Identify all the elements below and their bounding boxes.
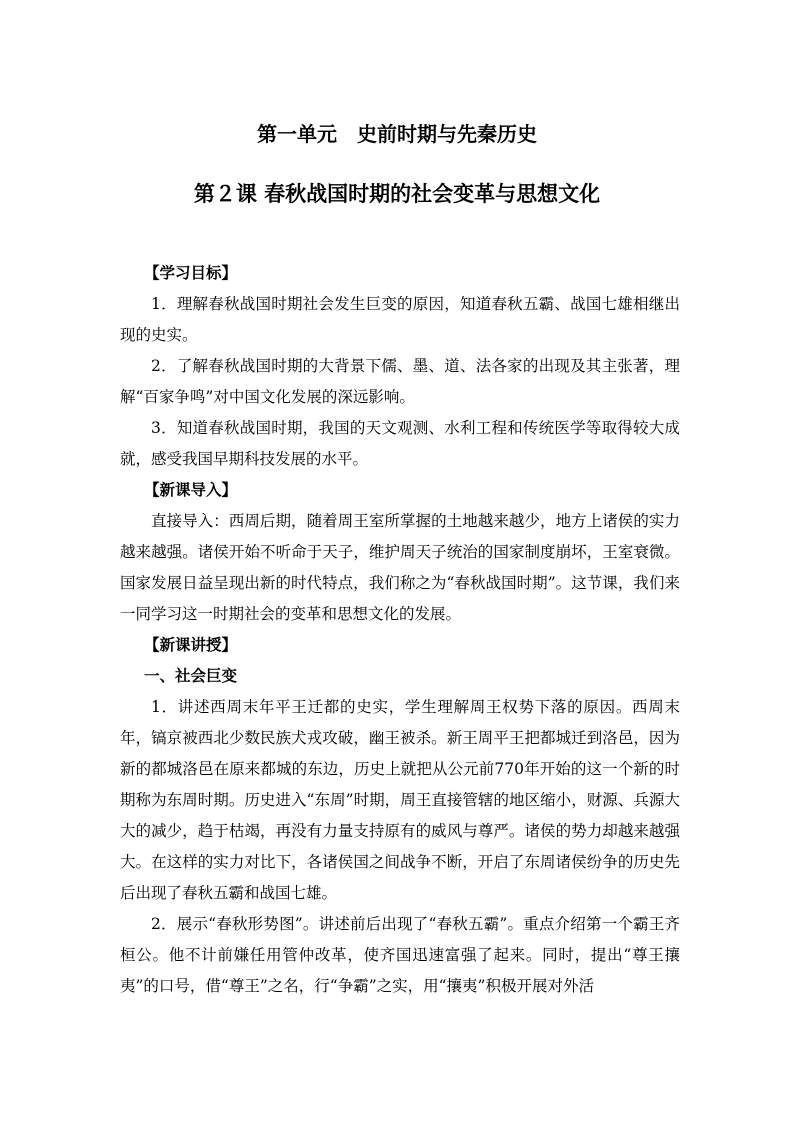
learning-goal-item: 2．了解春秋战国时期的大背景下儒、墨、道、法各家的出现及其主张著，理解“百家争鸣”对中国文化发展的深远影响。 xyxy=(120,357,680,406)
learning-goal-item: 3．知道春秋战国时期，我国的天文观测、水利工程和传统医学等取得较大成就，感受我国早期科技发展的水平。 xyxy=(120,419,680,468)
unit-title: 第一单元 史前时期与先秦历史 xyxy=(257,122,537,146)
learning-goals-heading: 【学习目标】 xyxy=(144,264,238,282)
lecture-paragraph: 1．讲述西周末年平王迁都的史实，学生理解周王权势下落的原因。西周末年，镐京被西北少数民族犬戎攻破，幽王被杀。新王周平王把都城迁到洛邑，因为新的都城洛邑在原来都城的东边，历史上就把从公元前770年开始的这一个新的时期称为东周时期。历史进入“东周”时期，周王直接管辖的地区缩小，财源、兵源大大的减少，趋于枯竭，再没有力量支持原有的威风与尊严。诸侯的势力却越来越强大。在这样的实力对比下，各诸侯国之间战争不断，开启了东周诸侯纷争的历史先后出现了春秋五霸和战国七雄。 xyxy=(120,698,680,902)
intro-paragraph: 直接导入：西周后期，随着周王室所掌握的土地越来越少，地方上诸侯的实力越来越强。诸侯开始不听命于天子，维护周天子统治的国家制度崩坏，王室衰微。国家发展日益呈现出新的时代特点，我们称之为“春秋战国时期”。这节课，我们来一同学习这一时期社会的变革和思想文化的发展。 xyxy=(120,512,680,623)
document-body xyxy=(120,258,680,1002)
lesson-title: 第２课 春秋战国时期的社会变革与思想文化 xyxy=(193,182,601,206)
lecture-paragraph: 2．展示“春秋形势图”。讲述前后出现了“春秋五霸”。重点介绍第一个霸王齐桓公。他不计前嫌任用管仲改革，使齐国迅速富强了起来。同时，提出“尊王攘夷”的口号，借“尊王”之名，行“争霸”之实，用“攘夷”积极开展对外活 xyxy=(120,915,680,995)
intro-heading: 【新课导入】 xyxy=(144,481,238,499)
lecture-heading: 【新课讲授】 xyxy=(144,636,238,654)
learning-goal-item: 1．理解春秋战国时期社会发生巨变的原因，知道春秋五霸、战国七雄相继出现的史实。 xyxy=(120,295,680,344)
section-heading: 一、社会巨变 xyxy=(144,667,238,685)
